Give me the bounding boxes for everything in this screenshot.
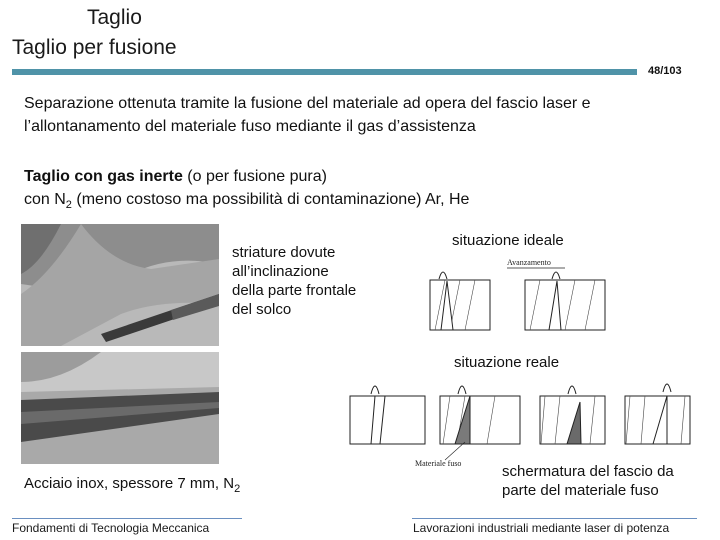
materiale-fuso-pointer	[445, 442, 465, 460]
caption-acciaio	[24, 474, 240, 499]
caption-striature	[232, 243, 356, 319]
caption-striature-line-3: della parte frontale	[232, 282, 357, 299]
caption-schermatura	[502, 462, 674, 500]
caption-striature-line-4: del solco	[232, 301, 292, 318]
diagram-real-4	[625, 384, 690, 444]
slide-subtitle: Taglio per fusione	[12, 36, 177, 59]
intro-line-1: Separazione ottenuta tramite la fusione del materiale ad opera del fascio laser e	[24, 95, 591, 112]
diagram-ideal	[425, 255, 610, 335]
photo-cut-sample-top	[21, 224, 219, 346]
section-rest: (o per fusione pura)	[182, 168, 327, 185]
header-rule	[12, 69, 637, 75]
label-materiale-fuso: Materiale fuso	[415, 459, 462, 468]
caption-striature-line-2: all’inclinazione	[232, 263, 329, 280]
footer-line-left	[12, 518, 242, 519]
diagram-real-1	[350, 386, 425, 444]
label-situazione-ideale: situazione ideale	[452, 232, 564, 249]
footer-right: Lavorazioni industriali mediante laser di potenza	[413, 521, 670, 535]
label-situazione-reale: situazione reale	[454, 354, 560, 371]
caption-schermatura-line-2: parte del materiale fuso	[502, 482, 659, 499]
intro-text	[24, 92, 704, 138]
photo-cut-sample-bottom	[21, 352, 219, 464]
footer-line-right	[412, 518, 697, 519]
section-bold: Taglio con gas inerte	[24, 168, 183, 185]
diagram-real-3	[540, 386, 605, 444]
section-line-1	[24, 165, 714, 188]
diagram-real	[345, 372, 695, 472]
label-avanzamento: Avanzamento	[507, 258, 551, 267]
caption-acciaio-pre: Acciaio inox, spessore 7 mm, N	[24, 475, 235, 492]
section-line2-sub: 2	[65, 199, 72, 212]
footer-left: Fondamenti di Tecnologia Meccanica	[12, 521, 210, 535]
slide-number: 48/103	[648, 65, 682, 77]
section-line2-post: (meno costoso ma possibilità di contaminazione) Ar, He	[71, 191, 470, 208]
photo-cut-sample-top-graphic	[21, 224, 219, 346]
diagram-real-2	[440, 386, 520, 444]
caption-schermatura-line-1: schermatura del fascio da	[502, 463, 674, 480]
caption-striature-line-1: striature dovute	[232, 244, 336, 261]
section-line-2	[24, 188, 714, 217]
caption-acciaio-sub: 2	[234, 483, 241, 495]
intro-line-2: l’allontanamento del materiale fuso mediante il gas d’assistenza	[24, 118, 476, 135]
section-line2-pre: con N	[24, 191, 66, 208]
section-text	[24, 165, 714, 217]
photo-cut-sample-bottom-graphic	[21, 352, 219, 464]
slide-title: Taglio	[87, 6, 142, 29]
